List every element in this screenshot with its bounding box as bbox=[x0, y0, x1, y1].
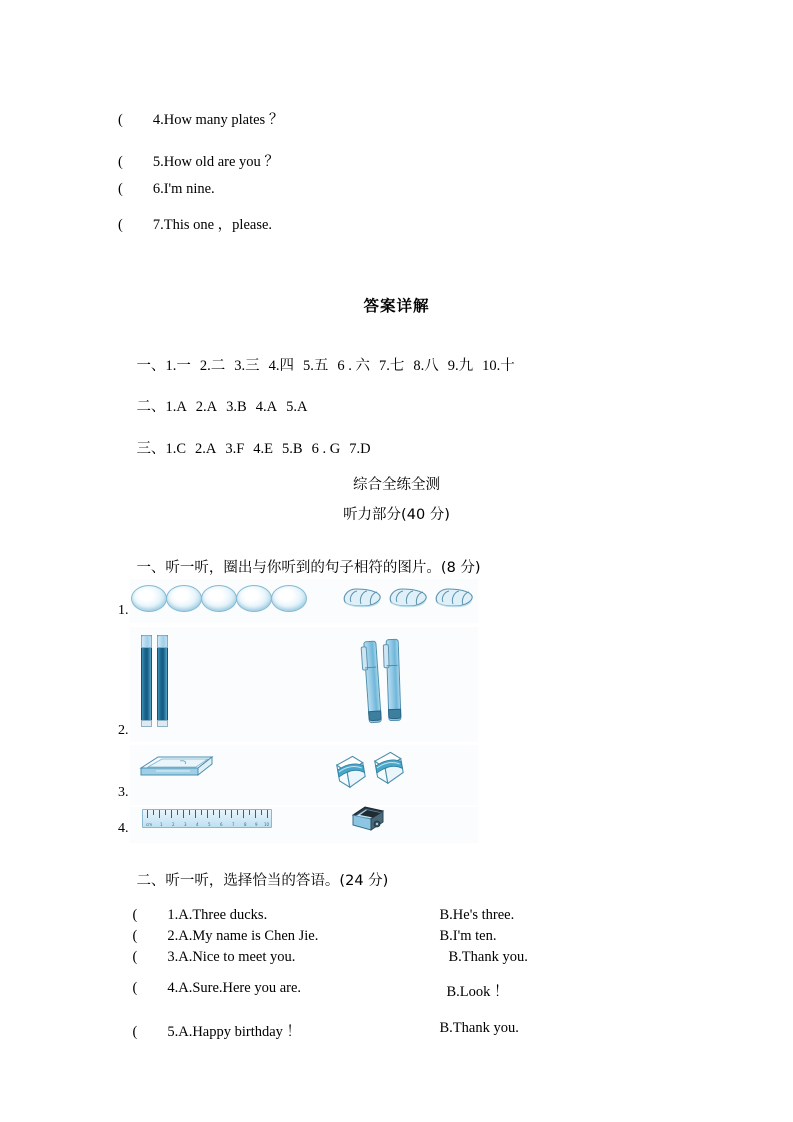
answer-item: 8.八 bbox=[413, 358, 439, 374]
answer-item: 3.三 bbox=[234, 358, 260, 374]
answer-item: 2.A bbox=[195, 399, 218, 415]
plate-icon bbox=[201, 585, 237, 612]
answer-item: 4.E bbox=[253, 441, 274, 457]
option-a[interactable]: A.Nice to meet you. bbox=[178, 949, 296, 965]
answer-bracket[interactable]: ( bbox=[118, 217, 123, 233]
answer-item: 1.C bbox=[165, 441, 186, 457]
bread-icon bbox=[386, 586, 428, 608]
picture-row-number: 1. bbox=[118, 603, 129, 618]
answer-item: 4.A bbox=[255, 399, 278, 415]
picture-row-3[interactable] bbox=[118, 745, 478, 805]
answer-item: 3.F bbox=[225, 441, 245, 457]
option-b-text: B.He's three. bbox=[439, 907, 515, 923]
plate-icon bbox=[131, 585, 167, 612]
answer-item: 2.二 bbox=[199, 358, 226, 374]
pen-tip bbox=[368, 710, 382, 721]
answer-item: 5.五 bbox=[302, 358, 329, 374]
top-question-text: 5.How old are you ？ bbox=[152, 154, 279, 170]
answer-item: 6 . G bbox=[311, 441, 341, 457]
answer-bracket[interactable]: ( bbox=[118, 112, 123, 128]
plate-icon bbox=[271, 585, 307, 612]
exam-subtitle-text: 听力部分(40 分) bbox=[343, 507, 450, 523]
answer-item: 5.B bbox=[282, 441, 303, 457]
answer-item: 1.一 bbox=[165, 358, 191, 374]
crayon-icon bbox=[157, 635, 168, 727]
eraser-icon bbox=[330, 751, 369, 790]
plate-icon bbox=[236, 585, 272, 612]
picture-row-number: 4. bbox=[118, 821, 129, 836]
top-question-text: 6.I'm nine. bbox=[152, 181, 215, 197]
answer-bracket[interactable]: ( bbox=[132, 949, 138, 965]
top-question-text: 7.This one ，please. bbox=[152, 217, 273, 233]
option-a[interactable]: A.Sure.Here you are. bbox=[178, 980, 302, 996]
option-b-text: B.Look ！ bbox=[446, 984, 509, 1000]
option-b-text: B.Thank you. bbox=[439, 1020, 519, 1036]
crayon-icon bbox=[141, 635, 152, 727]
answer-bracket[interactable]: ( bbox=[132, 1024, 138, 1040]
answer-key-heading-text: 答案详解 bbox=[363, 297, 430, 315]
bread-icon bbox=[340, 586, 382, 608]
answer-bracket[interactable]: ( bbox=[132, 980, 138, 996]
ruler-numbers: cm 1 2 3 4 5 6 7 8 9 10 bbox=[146, 822, 270, 827]
option-b-text: B.Thank you. bbox=[448, 949, 528, 965]
answer-item: 7.D bbox=[349, 441, 371, 457]
sharpener-icon bbox=[351, 805, 385, 833]
part-two-option-b[interactable] bbox=[425, 1003, 519, 1054]
top-question-text: 4.How many plates ？ bbox=[152, 112, 284, 128]
ruler-ticks bbox=[143, 810, 271, 818]
bread-icon bbox=[432, 586, 474, 608]
crayon-foot bbox=[157, 720, 168, 727]
answer-row-label: 二、 bbox=[136, 399, 166, 415]
eraser-icon bbox=[368, 747, 407, 786]
question-number: 4. bbox=[167, 980, 179, 996]
answer-item: 1.A bbox=[165, 399, 187, 415]
exam-title-text: 综合全练全测 bbox=[353, 477, 440, 493]
question-number: 3. bbox=[167, 949, 179, 965]
picture-row-number: 2. bbox=[118, 723, 129, 738]
question-number: 5. bbox=[167, 1024, 179, 1040]
plate-icon bbox=[166, 585, 202, 612]
part-one-heading-text: 一、听一听，圈出与你听到的句子相符的图片。(8 分) bbox=[136, 559, 481, 576]
picture-exercise-area bbox=[118, 575, 478, 845]
picture-row-4[interactable] bbox=[118, 807, 478, 843]
answer-key-heading bbox=[0, 294, 793, 316]
answer-row-label: 一、 bbox=[136, 358, 166, 374]
exam-title bbox=[0, 473, 793, 494]
crayon-foot bbox=[141, 720, 152, 727]
answer-item: 6 . 六 bbox=[337, 358, 370, 374]
answer-bracket[interactable]: ( bbox=[118, 154, 123, 170]
option-b-text: B.I'm ten. bbox=[439, 928, 497, 944]
question-number: 2. bbox=[167, 928, 179, 944]
answer-item: 4.四 bbox=[268, 358, 294, 374]
answer-bracket[interactable]: ( bbox=[132, 928, 138, 944]
question-number: 1. bbox=[167, 907, 179, 923]
option-a[interactable]: A.Three ducks. bbox=[178, 907, 268, 923]
part-two-heading-text: 二、听一听，选择恰当的答语。(24 分) bbox=[136, 872, 389, 889]
answer-row-label: 三、 bbox=[136, 441, 166, 457]
exam-subtitle bbox=[0, 503, 793, 524]
pen-icon bbox=[363, 641, 380, 722]
answer-bracket[interactable]: ( bbox=[118, 181, 123, 197]
answer-bracket[interactable]: ( bbox=[132, 907, 138, 923]
crayon-cap bbox=[157, 635, 168, 648]
top-question-item bbox=[118, 150, 279, 171]
top-question-item bbox=[118, 181, 215, 198]
top-question-item bbox=[118, 108, 283, 129]
pencil-box-icon bbox=[138, 750, 216, 782]
option-a[interactable]: A.My name is Chen Jie. bbox=[178, 928, 319, 944]
answer-item: 7.七 bbox=[378, 358, 405, 374]
crayon-cap bbox=[141, 635, 152, 648]
answer-item: 5.A bbox=[286, 399, 308, 415]
answer-item: 10.十 bbox=[482, 358, 515, 374]
top-question-item bbox=[118, 213, 272, 234]
answer-item: 3.B bbox=[226, 399, 247, 415]
ruler-icon bbox=[142, 809, 272, 828]
picture-row-2[interactable] bbox=[118, 627, 478, 742]
pen-tip bbox=[388, 709, 401, 719]
option-a[interactable]: A.Happy birthday ！ bbox=[178, 1024, 302, 1040]
part-two-question bbox=[118, 1003, 301, 1058]
picture-row-1[interactable] bbox=[118, 575, 478, 623]
answer-item: 2.A bbox=[194, 441, 217, 457]
answer-row-3 bbox=[118, 421, 380, 474]
pen-icon bbox=[386, 639, 400, 719]
picture-row-number: 3. bbox=[118, 785, 129, 800]
answer-item: 9.九 bbox=[447, 358, 474, 374]
